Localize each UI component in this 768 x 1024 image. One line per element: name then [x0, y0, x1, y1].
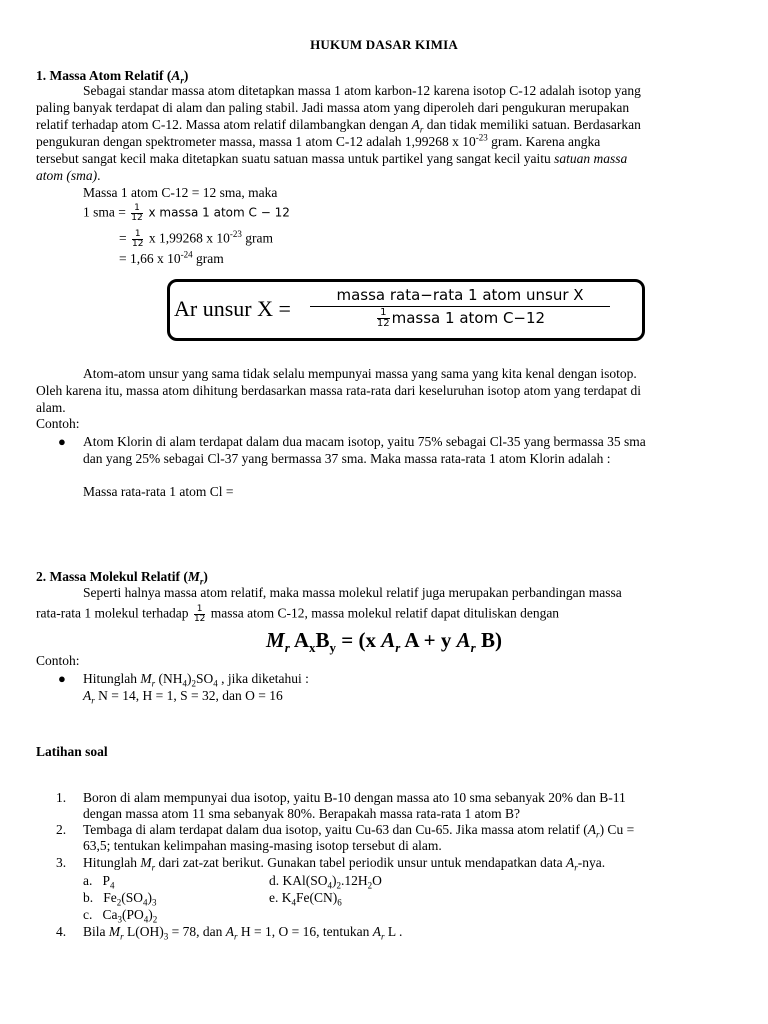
bullet-text: dan yang 25% sebagai Cl-37 yang bermassa 37 sma. Maka massa rata-rata 1 atom Klorin adalah : — [83, 451, 611, 466]
sub-item-d: d. $KAl(SO_4)_2.12H_2O$ — [269, 873, 382, 891]
list-number: 1. — [56, 790, 67, 805]
s1-para-line: relatif terhadap atom C-12. Massa atom relatif dilambangkan dengan $A_r$ dan tidak memiliki satuan. Berdasarkan — [36, 117, 641, 135]
fraction-one-twelfth: $\frac{1}{12}$ — [132, 229, 144, 249]
fraction-one-twelfth: $\frac{1}{12}$ — [131, 203, 143, 223]
sub-item-a: a. $P_4$ — [83, 873, 115, 891]
bullet-text: Hitunglah $M_r$ $(NH_4)_2SO_4$ , jika diketahui : — [83, 671, 309, 689]
ar-formula-fraction — [310, 286, 610, 329]
section-1-heading: 1. Massa Atom Relatif $(A_r)$ — [36, 68, 189, 86]
calc-line: Massa 1 atom C-12 = 12 sma, maka — [83, 185, 278, 200]
question-line: 63,5; tentukan kelimpahan masing-masing isotop tersebut di alam. — [83, 838, 442, 853]
sub-item-b: b. $Fe_2(SO_4)_3$ — [83, 890, 157, 908]
s2-para-line: Seperti halnya massa atom relatif, maka massa molekul relatif juga merupakan perbandingan massa — [83, 585, 622, 600]
list-number: 3. — [56, 855, 67, 870]
latihan-heading: Latihan soal — [36, 744, 108, 759]
sub-item-e: e. $K_4Fe(CN)_6$ — [269, 890, 342, 908]
calc-line: = $\frac{1}{12}$ x 1,99268 x $10^{-23}$ gram — [119, 229, 273, 249]
s1-para2-line: alam. — [36, 400, 66, 415]
ar-formula-numerator: massa rata−rata 1 atom unsur X — [310, 286, 610, 307]
section-2-heading: 2. Massa Molekul Relatif $(M_r)$ — [36, 569, 208, 587]
s1-para-line: atom (sma). — [36, 168, 101, 183]
question-line: Boron di alam mempunyai dua isotop, yaitu B-10 dengan massa ato 10 sma sebanyak 20% dan B-11 — [83, 790, 626, 805]
question-line: Hitunglah $M_r$ dari zat-zat berikut. Gunakan tabel periodik unsur untuk mendapatkan data $A_r$-nya. — [83, 855, 606, 873]
s1-para-line: Sebagai standar massa atom ditetapkan massa 1 atom karbon-12 karena isotop C-12 adalah isotop yang — [83, 83, 641, 98]
question-line: Bila $M_r$ $L(OH)_3 = 78$, dan $A_r$ H = 1, O = 16, tentukan $A_r$ L . — [83, 924, 403, 942]
contoh-label: Contoh: — [36, 416, 80, 431]
ar-formula-box — [167, 279, 645, 341]
list-number: 2. — [56, 822, 67, 837]
page-title: HUKUM DASAR KIMIA — [310, 37, 458, 52]
bullet-text: Atom Klorin di alam terdapat dalam dua macam isotop, yaitu 75% sebagai Cl-35 yang bermassa 35 sma — [83, 434, 646, 449]
s1-para-line: pengukuran dengan spektrometer massa, massa 1 atom C-12 adalah 1,99268 x $10^{-23}$ gram. Karena angka — [36, 132, 601, 149]
bullet-text: $A_r$ N = 14, H = 1, S = 32, dan O = 16 — [83, 688, 283, 706]
s1-para-line: paling banyak terdapat di alam dan paling stabil. Jadi massa atom yang diperoleh dari pengukuran merupakan — [36, 100, 630, 115]
question-line: dengan massa atom 11 sma sebanyak 80%. Berapakah massa rata-rata 1 atom B? — [83, 806, 520, 821]
sub-item-c: c. $Ca_3(PO_4)_2$ — [83, 907, 158, 925]
list-number: 4. — [56, 924, 67, 939]
s1-para2-line: Atom-atom unsur yang sama tidak selalu mempunyai massa yang sama yang kita kenal dengan isotop. — [83, 366, 637, 381]
s1-para2-line: Oleh karena itu, massa atom dihitung berdasarkan massa rata-rata dari keseluruhan isotop atom yang terdapat di — [36, 383, 642, 398]
s1-para-line: tersebut sangat kecil maka ditetapkan suatu satuan massa untuk partikel yang sangat kecil yaitu satuan massa — [36, 151, 628, 166]
bullet-dot: ● — [58, 671, 66, 686]
s2-para-line: rata-rata 1 molekul terhadap $\frac{1}{12}$ massa atom C-12, massa molekul relatif dapat dituliskan dengan — [36, 604, 560, 624]
mr-formula: $M_r$ $A_xB_y = (x$ $A_r$ A + y $A_r$ B) — [266, 628, 502, 656]
question-line: Tembaga di alam terdapat dalam dua isotop, yaitu Cu-63 dan Cu-65. Jika massa atom relatif $(A_r) Cu$ = — [83, 822, 635, 840]
bullet-dot: ● — [58, 434, 66, 449]
ar-formula-lhs: Ar unsur X = — [174, 296, 291, 321]
bullet-text: Massa rata-rata 1 atom Cl = — [83, 484, 234, 499]
ar-formula-denominator: $\frac{1}{12}$ massa 1 atom C−12 — [376, 307, 546, 329]
contoh-label: Contoh: — [36, 653, 80, 668]
calc-line: 1 sma = $\frac{1}{12}$ x massa 1 atom C − 12 — [83, 203, 290, 223]
calc-line: = 1,66 x $10^{-24}$ gram — [119, 249, 224, 266]
